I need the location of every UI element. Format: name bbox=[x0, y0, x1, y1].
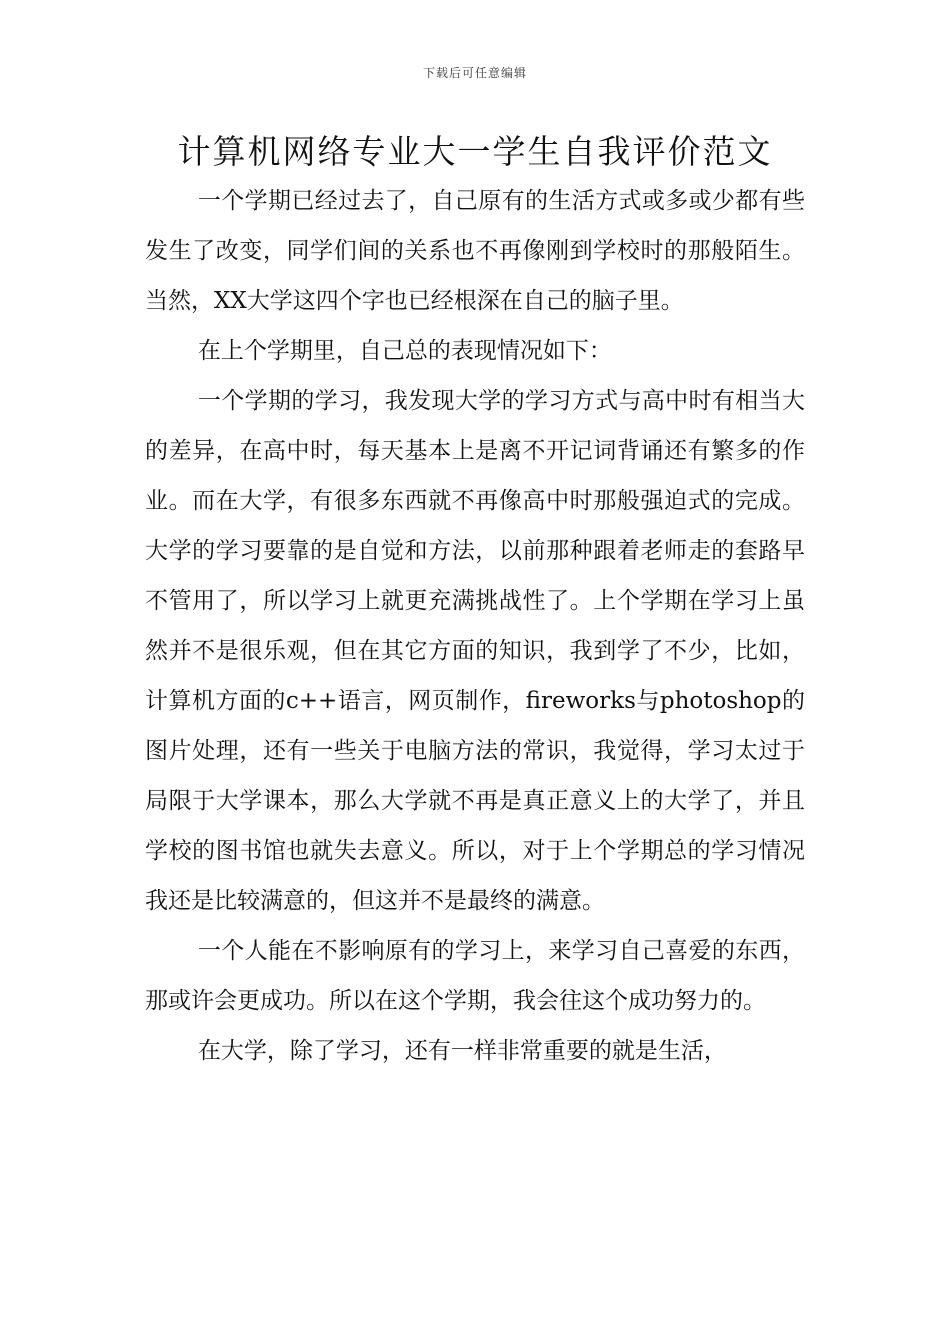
paragraph-4: 一个人能在不影响原有的学习上，来学习自己喜爱的东西，那或许会更成功。所以在这个学期，我会往这个成功努力的。 bbox=[145, 938, 805, 1014]
page-title: 计算机网络专业大一学生自我评价范文 bbox=[177, 132, 773, 171]
paragraph-1: 一个学期已经过去了，自己原有的生活方式或多或少都有些发生了改变，同学们间的关系也不再像刚到学校时的那般陌生。当然，XX大学这四个字也已经根深在自己的脑子里。 bbox=[145, 188, 805, 314]
paragraph-3: 一个学期的学习，我发现大学的学习方式与高中时有相当大的差异，在高中时，每天基本上是离不开记词背诵还有繁多的作业。而在大学，有很多东西就不再像高中时那般强迫式的完成。大学的学习要靠的是自觉和方法，以前那种跟着老师走的套路早不管用了，所以学习上就更充满挑战性了。上个学期在学习上虽然并不是很乐观，但在其它方面的知识，我到学了不少，比如，计算机方面的c++语言，网页制作，fireworks与photoshop的图片处理，还有一些关于电脑方法的常识，我觉得，学习太过于局限于大学课本，那么大学就不再是真正意义上的大学了，并且学校的图书馆也就失去意义。所以，对于上个学期总的学习情况我还是比较满意的，但这并不是最终的满意。 bbox=[145, 388, 805, 914]
paragraph-5: 在大学，除了学习，还有一样非常重要的就是生活， bbox=[197, 1038, 727, 1064]
document-body bbox=[145, 176, 805, 1076]
header-note: 下载后可任意编辑 bbox=[422, 66, 527, 80]
paragraph-2: 在上个学期里，自己总的表现情况如下： bbox=[197, 338, 612, 364]
